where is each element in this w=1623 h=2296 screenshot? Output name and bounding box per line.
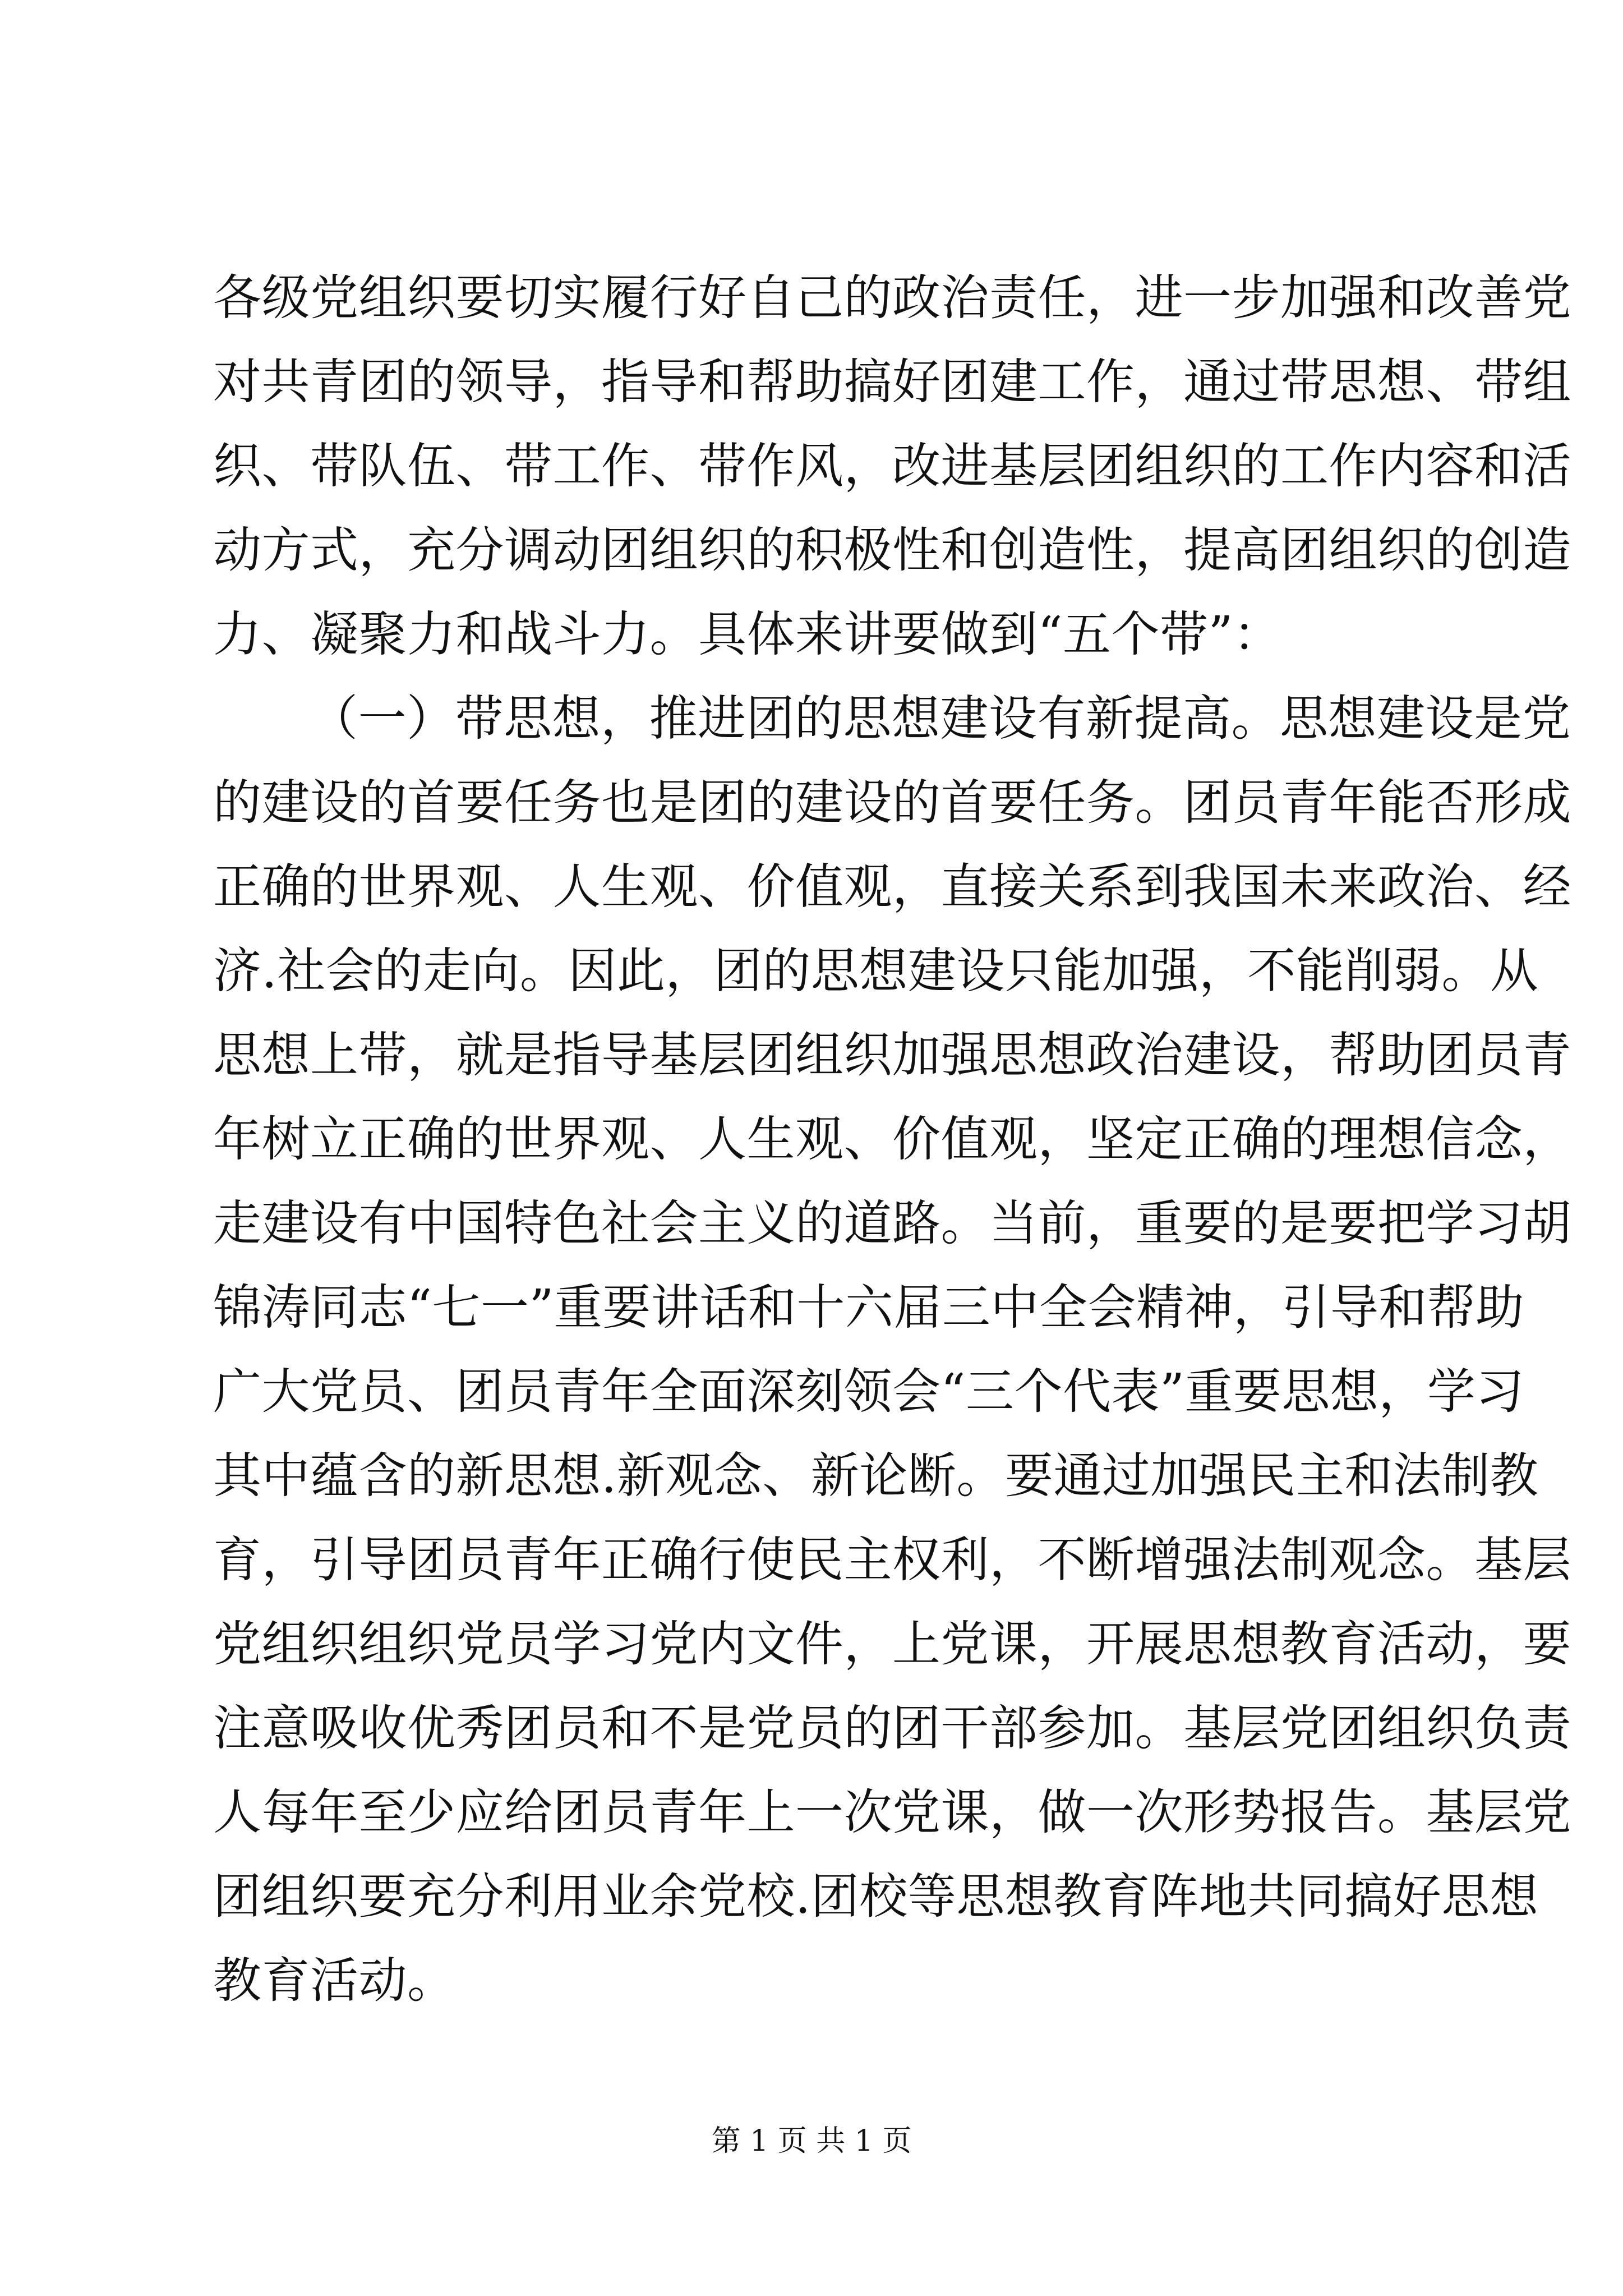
paragraph-line: 正确的世界观、人生观、价值观，直接关系到我国未来政治、经 — [213, 859, 1571, 915]
paragraph-line: 思想上带，就是指导基层团组织加强思想政治建设，帮助团员青 — [213, 1027, 1571, 1083]
paragraph-line: （一）带思想，推进团的思想建设有新提高。思想建设是党 — [310, 691, 1571, 747]
paragraph-2 — [213, 677, 1571, 2023]
paragraph-line: 织、带队伍、带工作、带作风，改进基层团组织的工作内容和活 — [213, 438, 1571, 494]
paragraph-line: 育，引导团员青年正确行使民主权利，不断增强法制观念。基层 — [213, 1532, 1571, 1588]
paragraph-line: 走建设有中国特色社会主义的道路。当前，重要的是要把学习胡 — [213, 1195, 1571, 1251]
paragraph-line: 广大党员、团员青年全面深刻领会“三个代表”重要思想，学习 — [213, 1364, 1524, 1420]
paragraph-line: 其中蕴含的新思想.新观念、新论断。要通过加强民主和法制教 — [213, 1448, 1539, 1504]
paragraph-line: 动方式，充分调动团组织的积极性和创造性，提高团组织的创造 — [213, 522, 1571, 578]
paragraph-line: 年树立正确的世界观、人生观、价值观，坚定正确的理想信念， — [213, 1111, 1571, 1167]
paragraph-1 — [213, 256, 1571, 677]
paragraph-line: 党组织组织党员学习党内文件，上党课，开展思想教育活动，要 — [213, 1616, 1571, 1672]
paragraph-line: 教育活动。 — [213, 1953, 456, 2009]
paragraph-line: 团组织要充分利用业余党校.团校等思想教育阵地共同搞好思想 — [213, 1869, 1539, 1925]
paragraph-line: 力、凝聚力和战斗力。具体来讲要做到“五个带”： — [213, 606, 1282, 662]
paragraph-line: 的建设的首要任务也是团的建设的首要任务。团员青年能否形成 — [213, 775, 1571, 831]
paragraph-line: 锦涛同志“七一”重要讲话和十六届三中全会精神，引导和帮助 — [213, 1280, 1524, 1336]
paragraph-line: 人每年至少应给团员青年上一次党课，做一次形势报告。基层党 — [213, 1784, 1571, 1841]
paragraph-line: 各级党组织要切实履行好自己的政治责任，进一步加强和改善党 — [213, 270, 1571, 326]
paragraph-line: 济.社会的走向。因此，团的思想建设只能加强，不能削弱。从 — [213, 943, 1539, 999]
document-body — [213, 256, 1571, 2023]
paragraph-line: 对共青团的领导，指导和帮助搞好团建工作，通过带思想、带组 — [213, 354, 1571, 410]
page-footer — [0, 2117, 1623, 2159]
paragraph-line: 注意吸收优秀团员和不是党员的团干部参加。基层党团组织负责 — [213, 1700, 1571, 1756]
page-number-label: 第 1 页 共 1 页 — [711, 2124, 912, 2158]
